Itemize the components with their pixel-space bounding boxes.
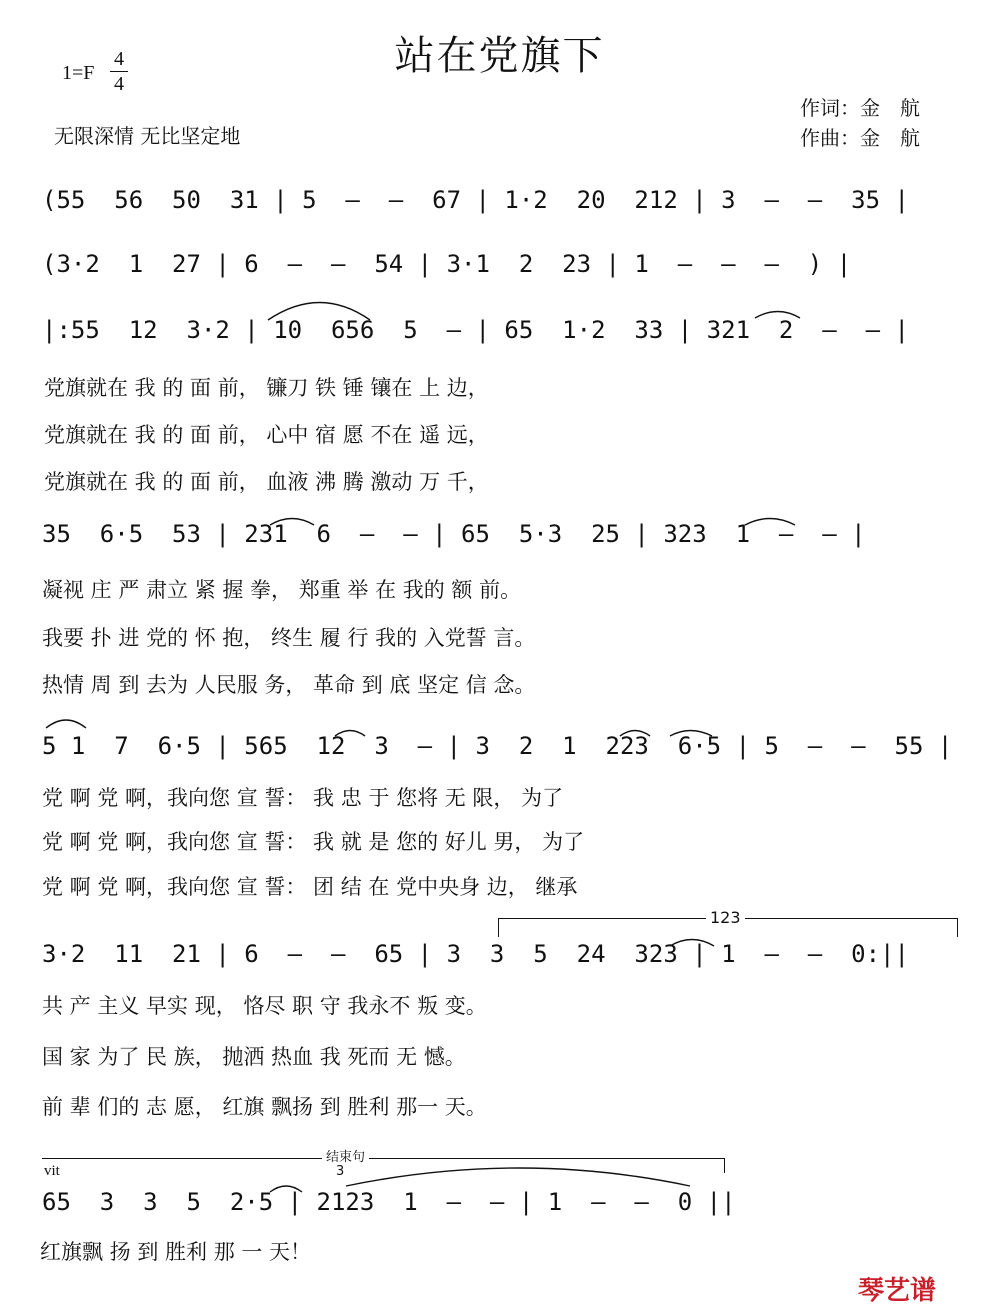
- lyric-verse3-line1: 党旗就在 我 的 面 前， 血液 沸 腾 激动 万 千，: [44, 470, 489, 494]
- notation-row-4: 35 6·5 53 | 231 6 — — | 65 5·3 25 | 323 1 — — |: [42, 520, 866, 548]
- lyric-verse1-line3: 党 啊 党 啊，我向您 宣 誓： 我 忠 于 您将 无 限， 为了: [42, 786, 564, 810]
- notation-row-2: (3·2 1 27 | 6 — — 54 | 3·1 2 23 | 1 — — — ) |: [42, 250, 852, 278]
- lyric-verse2-line3: 党 啊 党 啊，我向您 宣 誓： 我 就 是 您的 好儿 男， 为了: [42, 830, 585, 854]
- song-title: 站在党旗下: [394, 33, 605, 79]
- key-signature: 1=F: [62, 62, 95, 84]
- lyric-verse2-line1: 党旗就在 我 的 面 前， 心中 宿 愿 不在 遥 远，: [44, 423, 489, 447]
- brand-logo: 琴艺谱: [858, 1276, 937, 1306]
- composer-credit: 作曲：金 航: [800, 126, 920, 150]
- volta-label: 123: [706, 908, 745, 927]
- notation-row-5: 5 1 7 6·5 | 565 12 3 — | 3 2 1 223 6·5 | 5 — — 55 |: [42, 732, 953, 760]
- lyric-verse1-line4: 共 产 主义 早实 现， 恪尽 职 守 我永不 叛 变。: [42, 994, 487, 1018]
- ending-label: 结束句: [322, 1146, 369, 1165]
- notation-row-1: (55 56 50 31 | 5 — — 67 | 1·2 20 212 | 3 — — 35 |: [42, 186, 909, 214]
- lyricist-credit: 作词：金 航: [800, 96, 920, 120]
- tempo-mood: 无限深情 无比坚定地: [54, 124, 241, 148]
- notation-row-3: |:55 12 3·2 | 10 656 5 — | 65 1·2 33 | 321 2 — — |: [42, 316, 909, 344]
- meter-top: 4: [114, 48, 124, 70]
- lyric-verse3-line2: 热情 周 到 去为 人民服 务， 革命 到 底 坚定 信 念。: [42, 673, 536, 697]
- lyric-verse1-line2: 凝视 庄 严 肃立 紧 握 拳， 郑重 举 在 我的 额 前。: [42, 578, 522, 602]
- lyric-verse2-line2: 我要 扑 进 党的 怀 抱， 终生 履 行 我的 入党誓 言。: [42, 626, 536, 650]
- notation-row-6: 3·2 11 21 | 6 — — 65 | 3 3 5 24 323 | 1 — — 0:||: [42, 940, 909, 968]
- vit-marking: vit: [44, 1163, 60, 1179]
- lyric-verse2-line4: 国 家 为了 民 族， 抛洒 热血 我 死而 无 憾。: [42, 1045, 466, 1069]
- fermata-triplet: 3: [336, 1164, 345, 1179]
- lyric-verse1-line1: 党旗就在 我 的 面 前， 镰刀 铁 锤 镶在 上 边，: [44, 376, 489, 400]
- lyric-verse3-line4: 前 辈 们的 志 愿， 红旗 飘扬 到 胜利 那一 天。: [42, 1095, 487, 1119]
- lyric-verse3-line3: 党 啊 党 啊，我向您 宣 誓： 团 结 在 党中央身 边， 继承: [42, 875, 578, 899]
- meter-bottom: 4: [114, 73, 124, 95]
- lyric-ending: 红旗飘 扬 到 胜利 那 一 天！: [40, 1240, 312, 1264]
- notation-row-7: 65 3 3 5 2·5 | 2123 1 — — | 1 — — 0 ||: [42, 1188, 736, 1216]
